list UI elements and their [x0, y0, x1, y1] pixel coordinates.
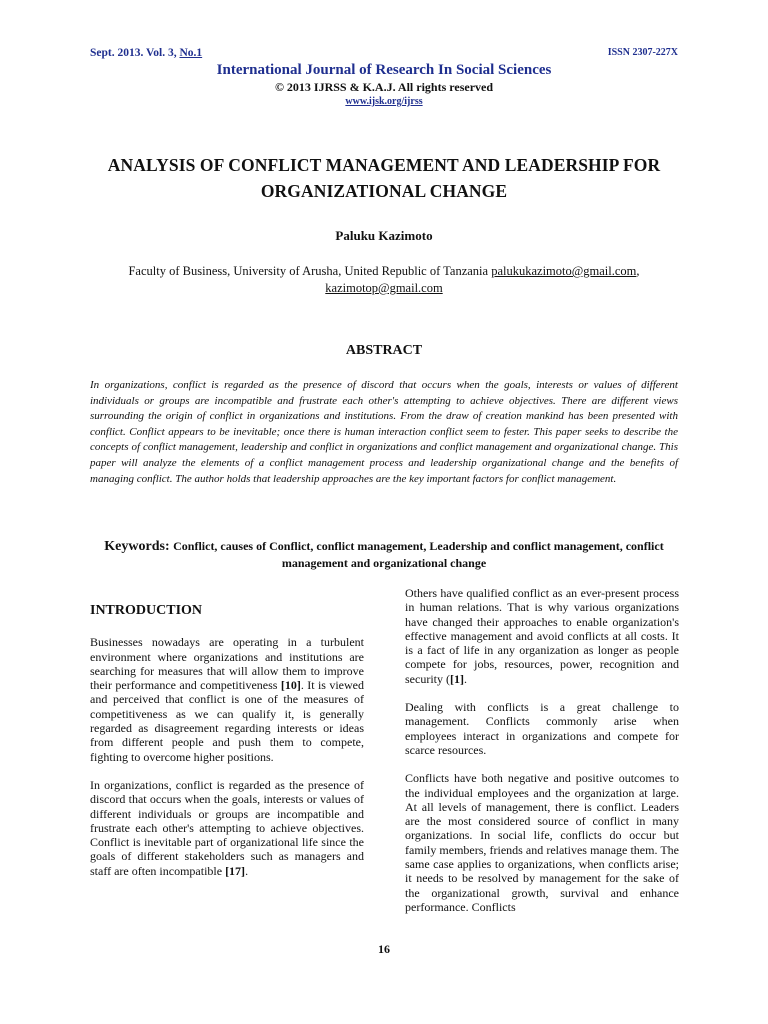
abstract-heading: ABSTRACT — [345, 343, 423, 358]
citation: [1] — [449, 671, 464, 686]
citation: [17] — [225, 863, 246, 878]
left-column — [90, 600, 364, 892]
email-link-1[interactable]: palukukazimoto@gmail.com — [491, 264, 637, 278]
paragraph — [90, 635, 364, 764]
issn: ISSN 2307-227X — [607, 47, 678, 58]
title-line-2: ORGANIZATIONAL CHANGE — [260, 181, 508, 201]
paragraph-text: Others have qualified conflict as an ever-present process in human relations. That is why various organizations have changed their approaches to enable organization's effective management and avoid conflicts at all costs. It is a fact of life in any organization as longer as people compete for jobs, resources, power, recognition and security ( — [405, 586, 679, 686]
affiliation-text: Faculty of Business, University of Arusha, United Republic of Tanzania — [128, 264, 492, 278]
copyright-line: © 2013 IJRSS & K.A.J. All rights reserved — [274, 80, 494, 94]
paper-title — [60, 152, 708, 204]
paragraph-text: . It is viewed and perceived that conflict is one of the measures of competitiveness as we can qualify it, is generally regarded as disagreement regarding interests or ideas from different people and push them to compete, fighting to overcome higher positions. — [90, 678, 364, 764]
journal-name: International Journal of Research In Social Sciences — [216, 62, 552, 78]
section-heading-introduction: INTRODUCTION — [90, 603, 203, 618]
keywords — [90, 538, 678, 571]
keywords-label: Keywords: — [104, 539, 174, 554]
issue-prefix: Sept. 2013. Vol. 3, — [90, 47, 180, 59]
author-name: Paluku Kazimoto — [335, 228, 433, 243]
paragraph: Dealing with conflicts is a great challenge to management. Conflicts commonly arise when employees interact in organizations and compete for scarce resources. — [405, 700, 679, 757]
title-line-1: ANALYSIS OF CONFLICT MANAGEMENT AND LEADERSHIP FOR — [107, 155, 661, 175]
paragraph: Conflicts have both negative and positive outcomes to the individual employees and the organization at large. At all levels of management, there is conflict. Leaders are the most considered source of conflict in many organizations. In social life, conflicts do occur but family members, friends and relatives manage them. The same case applies to organizations, when conflicts arise; it needs to be resolved by management for the sake of the organizational growth, survival and enhance performance. Conflicts — [405, 771, 679, 914]
affiliation-separator: , — [636, 264, 640, 278]
paragraph — [405, 586, 679, 686]
email-link-2[interactable]: kazimotop@gmail.com — [325, 281, 443, 295]
page-number: 16 — [378, 942, 390, 956]
paragraph-text: . — [245, 863, 249, 878]
paragraph-text: . — [463, 671, 467, 686]
issue-number-link[interactable]: No.1 — [179, 47, 203, 59]
paragraph — [90, 778, 364, 878]
abstract-text: In organizations, conflict is regarded as the presence of discord that occurs when the goals, interests or values of different individuals or groups are incompatible and frustrate each other's attempting to achieve objectives. There are different views surrounding the origin of conflict in organizations and institutions. From the draw of creation mankind has been presented with conflict. Conflict appears to be inevitable; once there is human interaction conflict seem to fester. This paper seeks to describe the concepts of conflict management, leadership and conflict in organizations and conflict management and organizational change. This paper will analyze the elements of a conflict management process and leadership organizational change and the benefits of managing conflict. The author holds that leadership approaches are the key important factors for conflict management. — [90, 379, 678, 485]
issue-info — [90, 47, 202, 59]
keywords-text: Conflict, causes of Conflict, conflict management, Leadership and conflict management, conflict management and organizational change — [173, 539, 664, 570]
paragraph-text: Businesses nowadays are operating in a turbulent environment where organizations and institutions are searching for measures that will allow them to improve their performance and competitiveness — [90, 635, 364, 693]
website-line — [0, 96, 768, 107]
citation: [10] — [280, 678, 301, 693]
paragraph-text: In organizations, conflict is regarded as the presence of discord that occurs when the goals, interests or values of different individuals or groups are incompatible and frustrate each other's attempting to achieve objectives. Conflict is inevitable part of organizational life since the goals of different stakeholders such as managers and staff are often incompatible — [90, 777, 364, 878]
website-link[interactable]: www.ijsk.org/ijrss — [345, 96, 423, 107]
affiliation — [100, 263, 668, 297]
right-column — [405, 586, 679, 928]
